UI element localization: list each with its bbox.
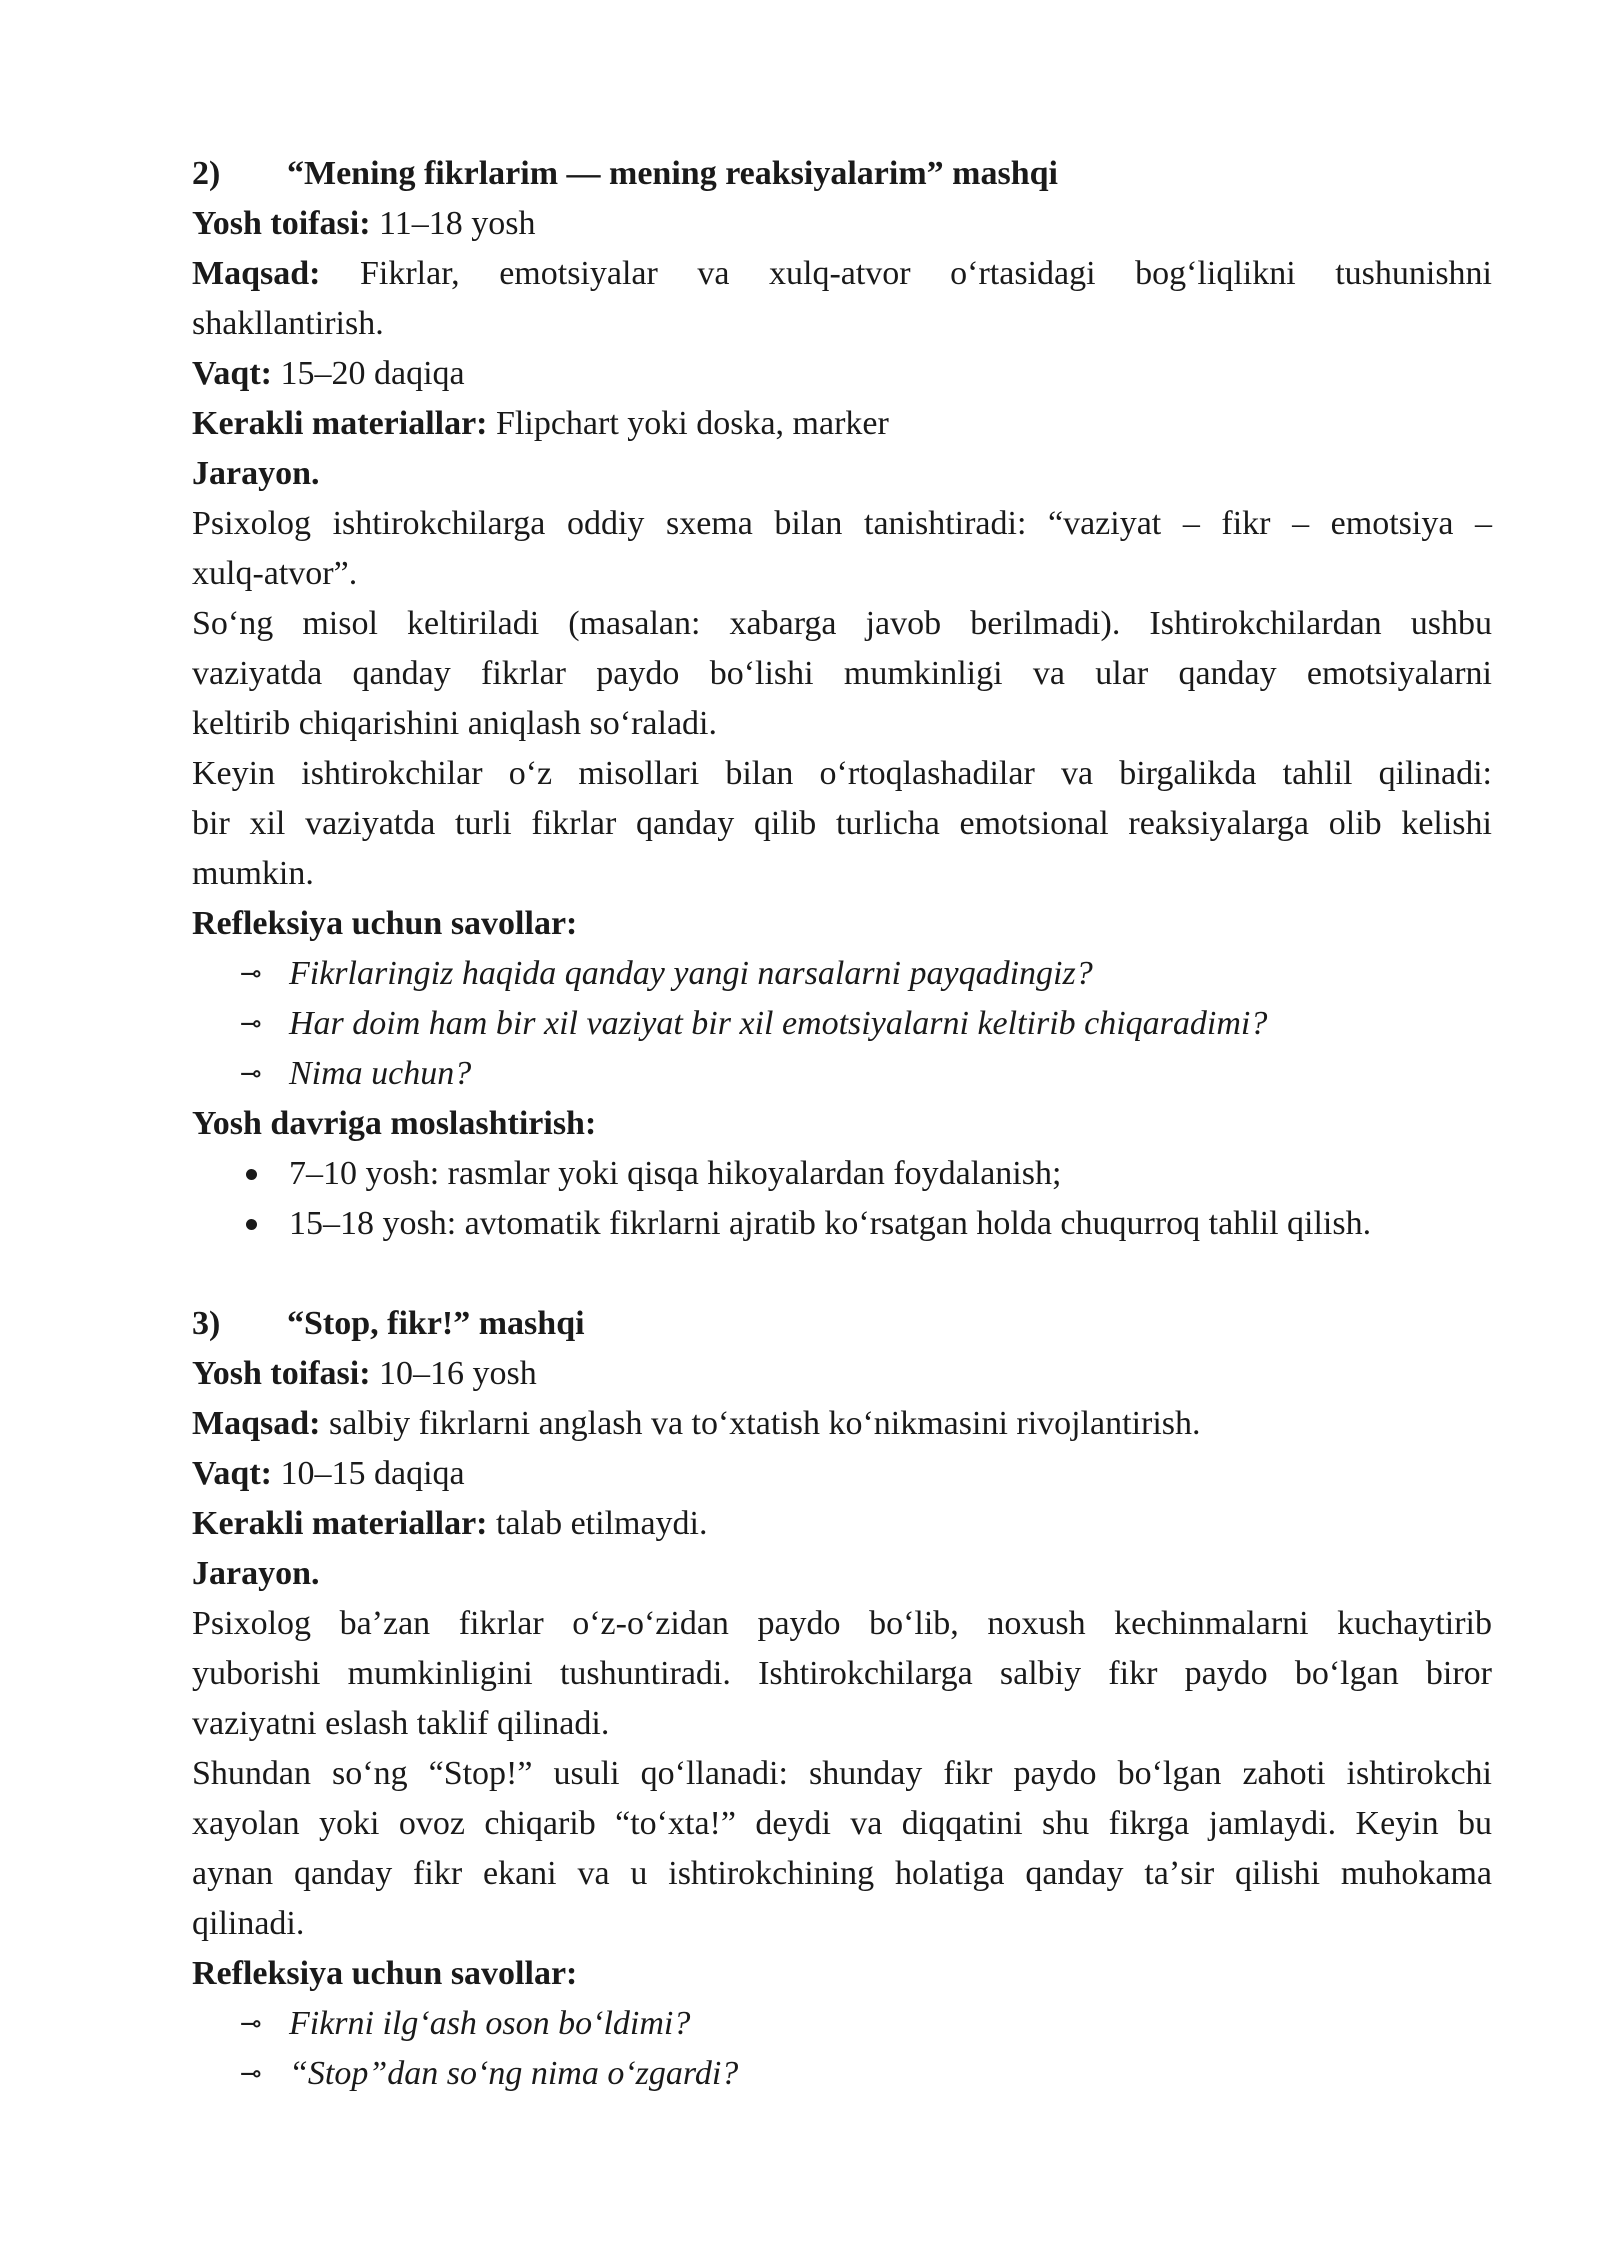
reflection-questions bbox=[192, 949, 1492, 1099]
goal-line-continued: shakllantirish. bbox=[192, 305, 384, 342]
time-value: 10–15 daqiqa bbox=[272, 1455, 465, 1492]
list-item bbox=[192, 2049, 1492, 2099]
time-value: 15–20 daqiqa bbox=[272, 355, 465, 392]
time-label: Vaqt: bbox=[192, 1455, 272, 1492]
materials-label: Kerakli materiallar: bbox=[192, 1505, 488, 1542]
goal-line bbox=[192, 249, 1492, 299]
question-text: “Stop”dan soʻng nima oʻzgardi? bbox=[289, 2055, 739, 2092]
list-item bbox=[192, 949, 1492, 999]
reflection-heading bbox=[192, 1949, 1492, 1999]
section-heading bbox=[192, 149, 1492, 199]
process-label-text: Jarayon. bbox=[192, 455, 320, 492]
bullet-dot-icon bbox=[246, 1169, 257, 1180]
time-line bbox=[192, 1449, 1492, 1499]
goal-value: salbiy fikrlarni anglash va toʻxtatish koʻnikmasini rivojlantirish. bbox=[320, 1405, 1201, 1442]
exercise-section-2 bbox=[192, 149, 1492, 1249]
process-label-text: Jarayon. bbox=[192, 1555, 320, 1592]
process-paragraph bbox=[192, 499, 1492, 599]
age-label: Yosh toifasi: bbox=[192, 205, 371, 242]
paragraph-line: Shundan soʻng “Stop!” usuli qoʻllanadi: shunday fikr paydo boʻlgan zahoti ishtirokchi bbox=[192, 1755, 1492, 1792]
section-heading bbox=[192, 1299, 1492, 1349]
reflection-label: Refleksiya uchun savollar: bbox=[192, 1955, 578, 1992]
key-bullet-icon: ⊸ bbox=[240, 2059, 262, 2089]
section-title: “Mening fikrlarim — mening reaksiyalarim” mashqi bbox=[287, 155, 1058, 192]
key-bullet-icon: ⊸ bbox=[240, 959, 262, 989]
paragraph-line: Keyin ishtirokchilar oʻz misollari bilan oʻrtoqlashadilar va birgalikda tahlil qilinadi: bbox=[192, 755, 1492, 792]
paragraph-line: vaziyatni eslash taklif qilinadi. bbox=[192, 1705, 610, 1742]
bullet-dot-icon bbox=[246, 1219, 257, 1230]
materials-value: Flipchart yoki doska, marker bbox=[487, 405, 889, 442]
reflection-questions bbox=[192, 1999, 1492, 2099]
paragraph-line: aynan qanday fikr ekani va u ishtirokchining holatiga qanday taʼsir qilishi muhokama bbox=[192, 1855, 1492, 1892]
paragraph-line: mumkin. bbox=[192, 855, 314, 892]
age-line bbox=[192, 1349, 1492, 1399]
materials-value: talab etilmaydi. bbox=[487, 1505, 708, 1542]
time-line bbox=[192, 349, 1492, 399]
question-text: Har doim ham bir xil vaziyat bir xil emotsiyalarni keltirib chiqaradimi? bbox=[289, 1005, 1268, 1042]
process-label bbox=[192, 449, 1492, 499]
goal-line bbox=[192, 1399, 1492, 1449]
paragraph-line: bir xil vaziyatda turli fikrlar qanday qilib turlicha emotsional reaksiyalarga olib kelishi bbox=[192, 805, 1492, 842]
goal-label: Maqsad: bbox=[192, 255, 321, 292]
materials-label: Kerakli materiallar: bbox=[192, 405, 488, 442]
list-item bbox=[192, 1199, 1492, 1249]
list-item bbox=[192, 1149, 1492, 1199]
paragraph-line: xulq-atvor”. bbox=[192, 555, 358, 592]
list-item bbox=[192, 1999, 1492, 2049]
paragraph-line: yuborishi mumkinligini tushuntiradi. Ishtirokchilarga salbiy fikr paydo boʻlgan biror bbox=[192, 1655, 1492, 1692]
goal-value: Fikrlar, emotsiyalar va xulq-atvor oʻrtasidagi bogʻliqlikni tushunishni bbox=[320, 255, 1492, 292]
adaptation-list bbox=[192, 1149, 1492, 1249]
process-paragraph bbox=[192, 1749, 1492, 1949]
section-number: 2) bbox=[192, 155, 221, 192]
age-label: Yosh toifasi: bbox=[192, 1355, 371, 1392]
goal-label: Maqsad: bbox=[192, 1405, 321, 1442]
adaptation-text: 7–10 yosh: rasmlar yoki qisqa hikoyalardan foydalanish; bbox=[289, 1155, 1062, 1192]
paragraph-line: xayolan yoki ovoz chiqarib “toʻxta!” deydi va diqqatini shu fikrga jamlaydi. Keyin bu bbox=[192, 1805, 1492, 1842]
list-item bbox=[192, 1049, 1492, 1099]
question-text: Fikrni ilgʻash oson boʻldimi? bbox=[289, 2005, 691, 2042]
section-title: “Stop, fikr!” mashqi bbox=[287, 1305, 585, 1342]
materials-line bbox=[192, 399, 1492, 449]
paragraph-line: Psixolog ishtirokchilarga oddiy sxema bilan tanishtiradi: “vaziyat – fikr – emotsiya – bbox=[192, 505, 1492, 542]
process-paragraph bbox=[192, 1599, 1492, 1749]
key-bullet-icon: ⊸ bbox=[240, 1059, 262, 1089]
list-item bbox=[192, 999, 1492, 1049]
key-bullet-icon: ⊸ bbox=[240, 2009, 262, 2039]
paragraph-line: keltirib chiqarishini aniqlash soʻraladi. bbox=[192, 705, 717, 742]
section-number: 3) bbox=[192, 1305, 221, 1342]
process-paragraph bbox=[192, 749, 1492, 899]
time-label: Vaqt: bbox=[192, 355, 272, 392]
question-text: Fikrlaringiz haqida qanday yangi narsalarni payqadingiz? bbox=[289, 955, 1093, 992]
age-line bbox=[192, 199, 1492, 249]
adaptation-heading bbox=[192, 1099, 1492, 1149]
materials-line bbox=[192, 1499, 1492, 1549]
question-text: Nima uchun? bbox=[289, 1055, 472, 1092]
reflection-label: Refleksiya uchun savollar: bbox=[192, 905, 578, 942]
exercise-section-3 bbox=[192, 1299, 1492, 2099]
adaptation-label: Yosh davriga moslashtirish: bbox=[192, 1105, 597, 1142]
reflection-heading bbox=[192, 899, 1492, 949]
process-paragraph bbox=[192, 599, 1492, 749]
process-label bbox=[192, 1549, 1492, 1599]
paragraph-line: Soʻng misol keltiriladi (masalan: xabarga javob berilmadi). Ishtirokchilardan ushbu bbox=[192, 605, 1492, 642]
paragraph-line: Psixolog baʼzan fikrlar oʻz-oʻzidan paydo boʻlib, noxush kechinmalarni kuchaytirib bbox=[192, 1605, 1492, 1642]
paragraph-line: vaziyatda qanday fikrlar paydo boʻlishi mumkinligi va ular qanday emotsiyalarni bbox=[192, 655, 1492, 692]
key-bullet-icon: ⊸ bbox=[240, 1009, 262, 1039]
paragraph-line: qilinadi. bbox=[192, 1905, 305, 1942]
age-value: 11–18 yosh bbox=[370, 205, 536, 242]
age-value: 10–16 yosh bbox=[370, 1355, 537, 1392]
adaptation-text: 15–18 yosh: avtomatik fikrlarni ajratib koʻrsatgan holda chuqurroq tahlil qilish. bbox=[289, 1205, 1372, 1242]
